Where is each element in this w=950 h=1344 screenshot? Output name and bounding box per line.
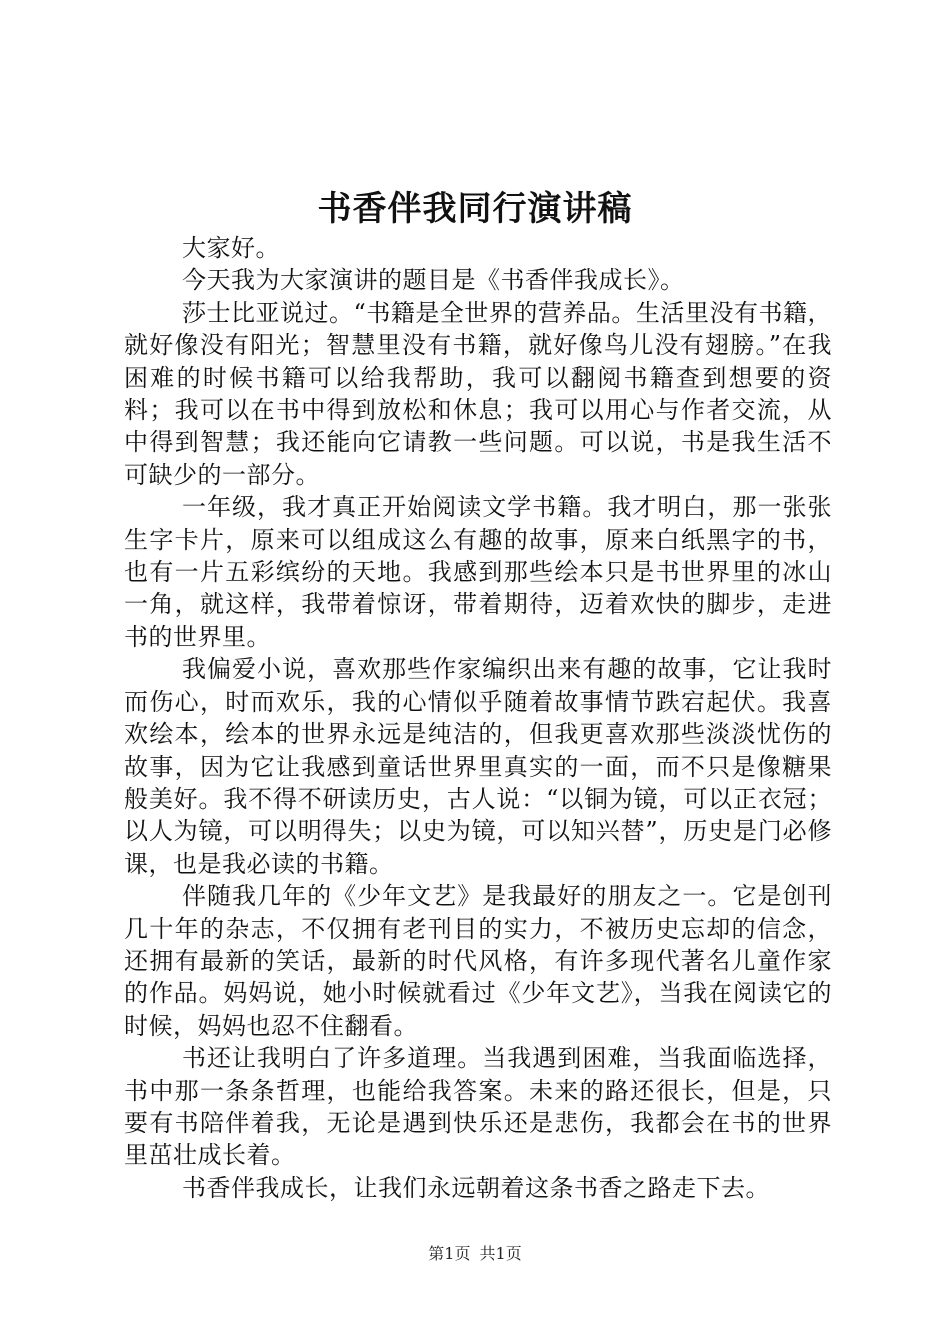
paragraph-topic: 今天我为大家演讲的题目是《书香伴我成长》。 <box>182 266 685 295</box>
document-body <box>124 232 832 1204</box>
paragraph-greeting: 大家好。 <box>182 234 280 262</box>
paragraph-first-grade: 一年级，我才真正开始阅读文学书籍。我才明白，那一张张生字卡片，原来可以组成这么有趣的故事，原来白纸黑字的书，也有一片五彩缤纷的天地。我感到那些绘本只是书世界里的冰山一角，就这样，我带着惊讶，带着期待，迈着欢快的脚步，走进书的世界里。 <box>124 493 832 651</box>
page-number-total: 共1页 <box>479 1244 522 1263</box>
paragraph-closing: 书香伴我成长，让我们永远朝着这条书香之路走下去。 <box>182 1173 770 1202</box>
page-number-current: 第1页 <box>428 1244 471 1263</box>
paragraph-shakespeare: 莎士比亚说过。“书籍是全世界的营养品。生活里没有书籍，就好像没有阳光；智慧里没有书籍，就好像鸟儿没有翅膀。”在我困难的时候书籍可以给我帮助，我可以翻阅书籍查到想要的资料；我可以在书中得到放松和休息；我可以用心与作者交流，从中得到智慧；我还能向它请教一些问题。可以说，书是我生活不可缺少的一部分。 <box>124 298 832 489</box>
document-title: 书香伴我同行演讲稿 <box>317 189 633 229</box>
paragraph-magazine: 伴随我几年的《少年文艺》是我最好的朋友之一。它是创刊几十年的杂志，不仅拥有老刊目的实力，不被历史忘却的信念，还拥有最新的笑话，最新的时代风格，有许多现代著名儿童作家的作品。妈妈说，她小时候就看过《少年文艺》，当我在阅读它的时候，妈妈也忍不住翻看。 <box>124 882 832 1040</box>
page-footer <box>0 1243 950 1265</box>
paragraph-lessons: 书还让我明白了许多道理。当我遇到困难，当我面临选择，书中那一条条哲理，也能给我答案。未来的路还很长，但是，只要有书陪伴着我，无论是遇到快乐还是悲伤，我都会在书的世界里茁壮成长着。 <box>124 1044 832 1170</box>
paragraph-novels: 我偏爱小说，喜欢那些作家编织出来有趣的故事，它让我时而伤心，时而欢乐，我的心情似乎随着故事情节跌宕起伏。我喜欢绘本，绘本的世界永远是纯洁的，但我更喜欢那些淡淡忧伤的故事，因为它让我感到童话世界里真实的一面，而不只是像糖果般美好。我不得不研读历史，古人说：“以铜为镜，可以正衣冠；以人为镜，可以明得失；以史为镜，可以知兴替”，历史是门必修课，也是我必读的书籍。 <box>124 655 832 878</box>
